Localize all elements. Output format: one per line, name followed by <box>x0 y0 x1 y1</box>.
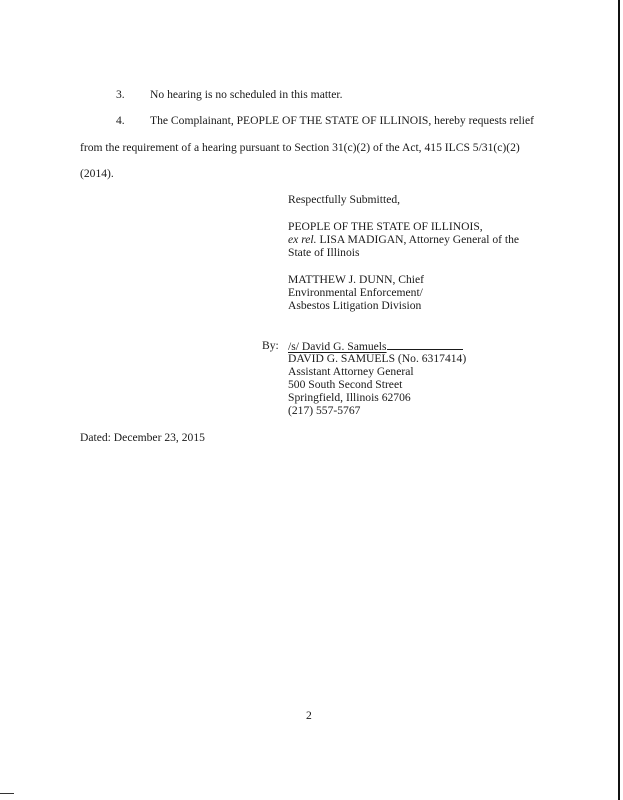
electronic-signature: /s/ David G. Samuels <box>288 340 387 353</box>
paragraph-4-line-3: (2014). <box>80 167 114 180</box>
scan-edge-mark <box>0 793 14 794</box>
signature-rule <box>387 339 463 350</box>
paragraph-3-number: 3. <box>116 88 125 101</box>
chief-line-1: MATTHEW J. DUNN, Chief <box>288 273 424 286</box>
party-line-2 <box>288 233 519 246</box>
attorney-name: DAVID G. SAMUELS (No. 6317414) <box>288 352 467 365</box>
paragraph-4-number: 4. <box>116 114 125 127</box>
page-number: 2 <box>306 709 312 722</box>
party-ex-rel: ex rel. <box>288 233 317 246</box>
scan-edge-line <box>618 0 620 800</box>
phone-number: (217) 557-5767 <box>288 404 361 417</box>
party-block <box>288 220 519 259</box>
closing-text: Respectfully Submitted, <box>288 193 401 206</box>
paragraph-4-line-1: The Complainant, PEOPLE OF THE STATE OF ILLINOIS, hereby requests relief <box>150 114 534 127</box>
attorney-block <box>288 352 466 417</box>
party-line-2-rest: LISA MADIGAN, Attorney General of the <box>316 233 520 246</box>
by-label: By: <box>262 339 279 352</box>
chief-line-2: Environmental Enforcement/ <box>288 286 423 299</box>
party-line-1: PEOPLE OF THE STATE OF ILLINOIS, <box>288 220 483 233</box>
party-line-3: State of Illinois <box>288 246 360 259</box>
paragraph-4-line-2: from the requirement of a hearing pursuant to Section 31(c)(2) of the Act, 415 ILCS 5/31(c)(2) <box>80 141 520 154</box>
chief-line-3: Asbestos Litigation Division <box>288 299 422 312</box>
chief-block <box>288 273 424 312</box>
dated-line: Dated: December 23, 2015 <box>80 431 205 444</box>
address-city: Springfield, Illinois 62706 <box>288 391 411 404</box>
attorney-title: Assistant Attorney General <box>288 365 414 378</box>
paragraph-3-text: No hearing is no scheduled in this matter. <box>150 88 343 101</box>
address-street: 500 South Second Street <box>288 378 403 391</box>
